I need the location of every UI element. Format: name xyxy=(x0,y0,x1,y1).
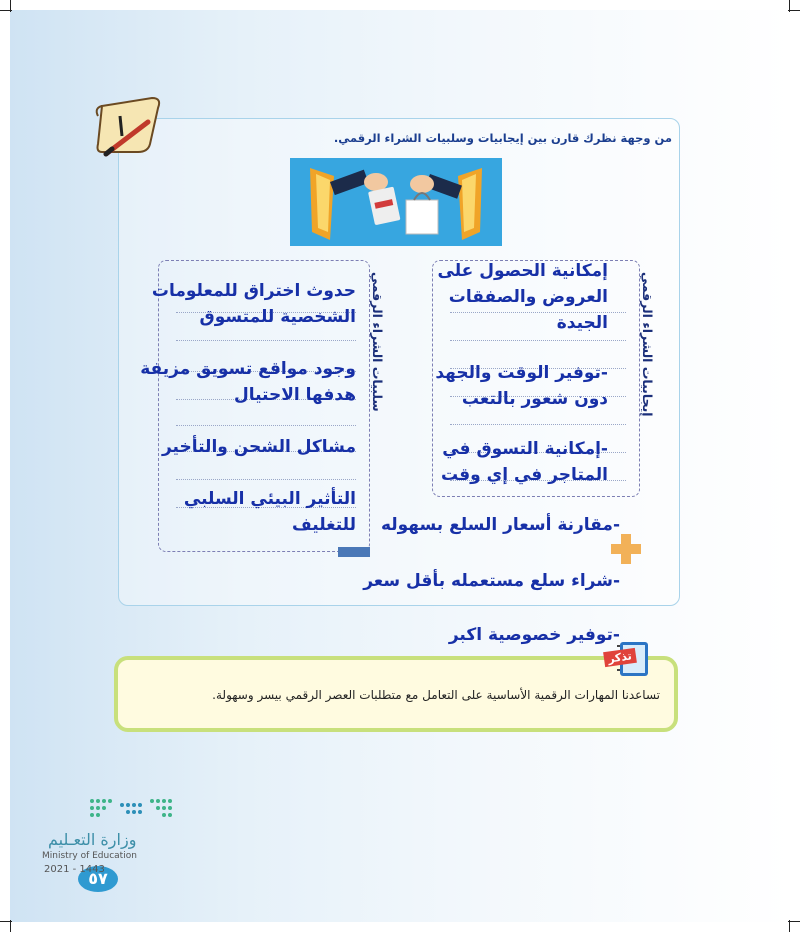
list-item: مشاكل الشحن والتأخير xyxy=(161,437,356,457)
crop-mark xyxy=(789,0,790,12)
list-item: العروض والصفقات xyxy=(448,287,608,307)
positives-answer-text xyxy=(368,258,608,488)
extra-positive-3: -توفير خصوصية اكبر xyxy=(448,625,620,645)
negatives-answer-text xyxy=(136,278,356,538)
list-item: الجيدة xyxy=(556,313,608,333)
list-item: -توفير الوقت والجهد xyxy=(435,363,608,383)
online-shopping-illustration xyxy=(290,158,502,246)
list-item: -إمكانية التسوق في xyxy=(442,439,608,459)
scroll-pen-icon xyxy=(92,92,168,162)
extra-positive-1: -مقارنة أسعار السلع بسهوله xyxy=(380,515,620,535)
list-item: هدفها الاحتيال xyxy=(233,385,356,405)
ministry-logo-icon xyxy=(88,795,178,823)
page-number: ٥٧ xyxy=(78,866,118,892)
activity-prompt: من وجهة نظرك قارن بين إيجابيات وسلبيات الشراء الرقمي. xyxy=(333,131,672,145)
negatives-title: سلبيات الشراء الرقمي xyxy=(370,272,385,412)
list-item: وجود مواقع تسويق مزيفة xyxy=(140,359,356,379)
crop-mark xyxy=(10,0,11,12)
minus-badge xyxy=(338,547,370,557)
ministry-name-arabic: وزارة التعـليم xyxy=(48,830,137,849)
remember-text: تساعدنا المهارات الرقمية الأساسية على التعامل مع متطلبات العصر الرقمي بيسر وسهولة. xyxy=(212,688,660,702)
plus-badge xyxy=(611,534,641,564)
extra-positive-2: -شراء سلع مستعمله بأقل سعر xyxy=(363,571,620,591)
list-item: المتاجر في إي وقت xyxy=(441,465,608,485)
list-item: دون شعور بالتعب xyxy=(461,389,608,409)
crop-mark xyxy=(789,920,790,932)
list-item: إمكانية الحصول على xyxy=(437,261,608,281)
edition-year: 2021 - 1443 xyxy=(44,864,105,875)
remember-tag: تذكر xyxy=(603,648,637,667)
list-item: التأثير البيئي السلبي للتغليف xyxy=(183,489,356,535)
crop-mark xyxy=(10,920,11,932)
ministry-name-english: Ministry of Education xyxy=(42,851,137,861)
positives-title: إيجابيات الشراء الرقمي xyxy=(640,272,655,417)
list-item: الشخصية للمتسوق xyxy=(199,307,356,327)
list-item: حدوث اختراق للمعلومات xyxy=(151,281,356,301)
